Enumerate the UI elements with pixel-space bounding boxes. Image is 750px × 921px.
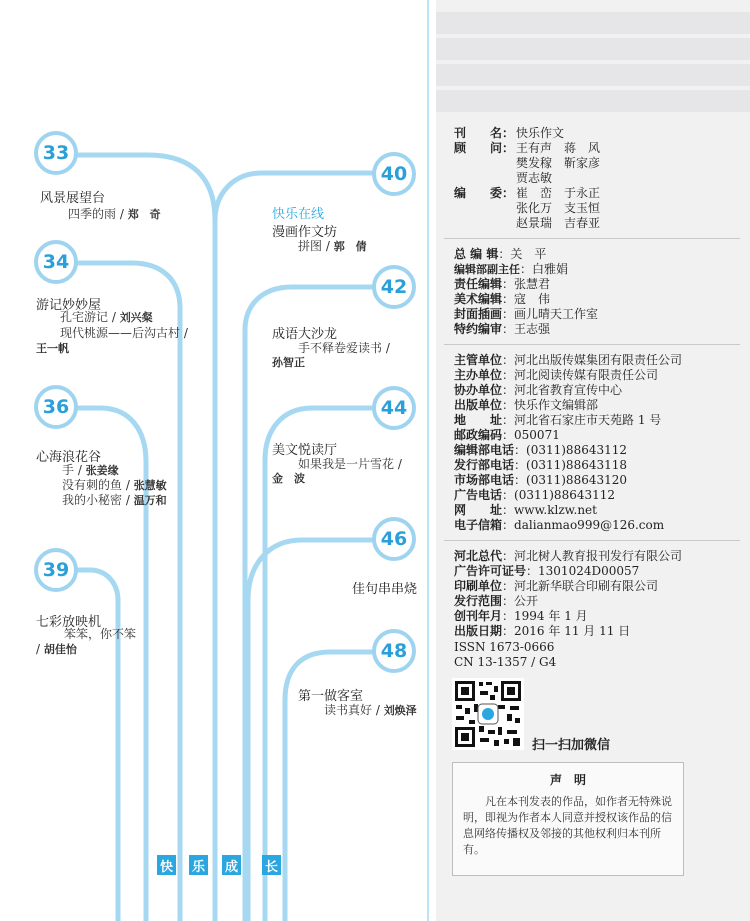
masthead-row: 赵景瑞 吉春亚 bbox=[516, 216, 601, 230]
contents-entry[interactable]: 孔宅游记 / 刘兴粲 bbox=[60, 310, 153, 324]
page-badge-40: 40 bbox=[372, 152, 416, 196]
section-title: 成语大沙龙 bbox=[272, 327, 338, 342]
section-title: 佳句串串烧 bbox=[352, 582, 418, 597]
masthead-row: 樊发稼 靳家彦 bbox=[516, 156, 601, 170]
section-title: 美文悦读厅 bbox=[272, 443, 338, 458]
contents-entry[interactable]: 我的小秘密 / 温万和 bbox=[62, 493, 167, 507]
trunk-label-char: 乐 bbox=[189, 855, 208, 875]
contents-entry[interactable]: 手 / 张姜缘 bbox=[62, 463, 119, 477]
publisher-row: 编辑部电话：(0311)88643112 bbox=[454, 443, 628, 457]
statement-title: 声 明 bbox=[549, 773, 586, 787]
distribution-row: 出版日期：2016 年 11 月 11 日 bbox=[454, 624, 631, 638]
contents-entry[interactable]: 拼图 / 郭 倩 bbox=[298, 239, 367, 253]
publisher-row: 地 址：河北省石家庄市天苑路 1 号 bbox=[454, 413, 662, 427]
contents-entry[interactable]: 四季的雨 / 郑 奇 bbox=[68, 207, 161, 221]
website-link[interactable]: www.klzw.net bbox=[514, 503, 597, 517]
masthead-row: 贾志敏 bbox=[516, 171, 553, 185]
page-badge-34: 34 bbox=[34, 240, 78, 284]
masthead-row: 顾 问： 王有声 蒋 风 bbox=[454, 141, 601, 155]
editor-row: 总 编 辑：关 平 bbox=[454, 247, 547, 261]
publisher-row: 市场部电话：(0311)88643120 bbox=[454, 473, 628, 487]
section-title: 漫画作文坊 bbox=[272, 225, 338, 240]
statement-body: 凡在本刊发表的作品，如作者无特殊说明，即视为作者本人同意并授权该作品的信息网络传播权及邻接的其他权利归本刊所有。 bbox=[463, 795, 672, 856]
masthead-row: 编 委： 崔 峦 于永正 bbox=[454, 186, 601, 200]
divider bbox=[444, 540, 740, 541]
page-badge-39: 39 bbox=[34, 548, 78, 592]
trunk-label-char: 成 bbox=[222, 855, 241, 875]
publisher-row: 主管单位：河北出版传媒集团有限责任公司 bbox=[454, 353, 683, 367]
publisher-row: 邮政编码：050071 bbox=[454, 428, 560, 442]
contents-entry-author: 王一帆 bbox=[36, 342, 69, 355]
email-link[interactable]: dalianmao999@126.com bbox=[514, 518, 665, 532]
trunk-label-char: 长 bbox=[262, 855, 281, 875]
contents-entry[interactable]: 手不释卷爱读书 / bbox=[298, 341, 390, 355]
trunk-label-char: 快 bbox=[157, 855, 176, 875]
contents-entry[interactable]: 现代桃源——后沟古村 / bbox=[60, 326, 188, 340]
issn: ISSN 1673-0666 bbox=[454, 640, 555, 654]
editor-row: 责任编辑：张慧君 bbox=[454, 277, 551, 291]
page-badge-42: 42 bbox=[372, 265, 416, 309]
contents-entry[interactable]: 读书真好 / 刘焕泽 bbox=[324, 703, 417, 717]
publisher-row: 主办单位：河北阅读传媒有限责任公司 bbox=[454, 368, 659, 382]
editor-row: 封面插画：画儿晴天工作室 bbox=[454, 307, 599, 321]
divider bbox=[444, 238, 740, 239]
publisher-row: 网 址：www.klzw.net bbox=[454, 503, 597, 517]
page-badge-46: 46 bbox=[372, 517, 416, 561]
distribution-row: 发行范围：公开 bbox=[454, 594, 539, 608]
section-title: 心海浪花谷 bbox=[36, 450, 102, 465]
section-title: 风景展望台 bbox=[40, 191, 106, 206]
section-title: 游记妙妙屋 bbox=[36, 298, 102, 313]
contents-entry[interactable]: 没有刺的鱼 / 张慧敏 bbox=[62, 478, 167, 492]
contents-entry[interactable]: 笨笨，你不笨 / 胡佳怡 bbox=[36, 627, 137, 656]
masthead-panel bbox=[436, 0, 750, 921]
contents-entry-author: 孙智正 bbox=[272, 356, 305, 369]
page-badge-36: 36 bbox=[34, 385, 78, 429]
contents-entry-author: 金 波 bbox=[272, 472, 305, 485]
qr-code-icon[interactable] bbox=[452, 678, 524, 750]
masthead-row: 刊 名： 快乐作文 bbox=[454, 126, 565, 140]
page-badge-48: 48 bbox=[372, 629, 416, 673]
publisher-row: 发行部电话：(0311)88643118 bbox=[454, 458, 628, 472]
cn-number: CN 13-1357 / G4 bbox=[454, 655, 557, 669]
masthead-row: 张化万 支玉恒 bbox=[516, 201, 601, 215]
section-category: 快乐在线 bbox=[272, 207, 325, 222]
section-title: 七彩放映机 bbox=[36, 615, 102, 630]
section-title: 第一做客室 bbox=[298, 689, 364, 704]
editor-row: 美术编辑：寇 伟 bbox=[454, 292, 551, 306]
contents-entry[interactable]: 如果我是一片雪花 / bbox=[298, 457, 402, 471]
publisher-row: 电子信箱：dalianmao999@126.com bbox=[454, 518, 665, 532]
editor-row: 特约编审：王志强 bbox=[454, 322, 551, 336]
distribution-row: 创刊年月：1994 年 1 月 bbox=[454, 609, 588, 623]
editor-row: 编辑部副主任：白雅娟 bbox=[454, 262, 569, 276]
distribution-row: 广告许可证号：1301024D00057 bbox=[454, 564, 640, 578]
publisher-row: 出版单位：快乐作文编辑部 bbox=[454, 398, 599, 412]
statement-box bbox=[452, 762, 684, 876]
publisher-row: 广告电话：(0311)88643112 bbox=[454, 488, 616, 502]
page-badge-33: 33 bbox=[34, 131, 78, 175]
distribution-row: 印刷单位：河北新华联合印刷有限公司 bbox=[454, 579, 659, 593]
qr-caption: 扫一扫加微信 bbox=[532, 738, 611, 753]
publisher-row: 协办单位：河北省教育宣传中心 bbox=[454, 383, 623, 397]
page-badge-44: 44 bbox=[372, 386, 416, 430]
divider bbox=[444, 344, 740, 345]
distribution-row: 河北总代：河北树人教育报刊发行有限公司 bbox=[454, 549, 683, 563]
